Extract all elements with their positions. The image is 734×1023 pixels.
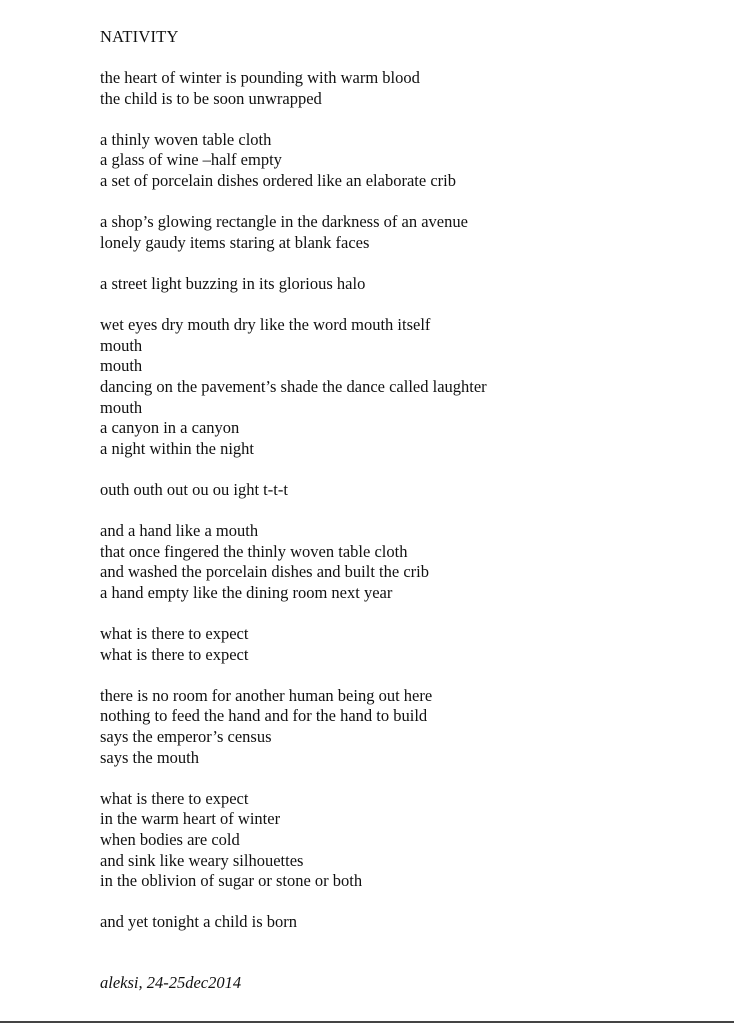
stanza-5 bbox=[100, 315, 720, 459]
author-signature: aleksi, 24-25dec2014 bbox=[100, 973, 242, 992]
poem-line: and a hand like a mouth bbox=[100, 521, 259, 541]
poem-line: a night within the night bbox=[100, 438, 254, 458]
poem-line: the heart of winter is pounding with warm blood bbox=[100, 68, 420, 87]
poem-line: when bodies are cold bbox=[100, 829, 240, 849]
poem-line: mouth bbox=[100, 356, 143, 376]
poem-line: a set of porcelain dishes ordered like an elaborate crib bbox=[100, 170, 456, 190]
poem-line: there is no room for another human being out here bbox=[100, 685, 433, 705]
poem-line: nothing to feed the hand and for the hand to build bbox=[100, 706, 428, 726]
poem-line: and yet tonight a child is born bbox=[100, 912, 298, 932]
stanza-6 bbox=[100, 480, 720, 501]
poem-line: that once fingered the thinly woven table cloth bbox=[100, 541, 408, 561]
poem-line: what is there to expect bbox=[100, 644, 249, 664]
poem-line: the child is to be soon unwrapped bbox=[100, 88, 322, 108]
poem-line: in the oblivion of sugar or stone or both bbox=[100, 871, 363, 891]
poem-line: wet eyes dry mouth dry like the word mouth itself bbox=[100, 315, 431, 335]
poem-line: a thinly woven table cloth bbox=[100, 129, 272, 149]
poem-body bbox=[100, 68, 720, 954]
poem-line: what is there to expect bbox=[100, 624, 249, 644]
poem-line: mouth bbox=[100, 335, 143, 355]
stanza-2 bbox=[100, 130, 720, 192]
poem-line: mouth bbox=[100, 397, 143, 417]
poem-line: a shop’s glowing rectangle in the darkness of an avenue bbox=[100, 212, 468, 232]
stanza-8 bbox=[100, 624, 720, 665]
poem-title: NATIVITY bbox=[100, 27, 179, 46]
poem-line: and sink like weary silhouettes bbox=[100, 850, 304, 870]
stanza-11 bbox=[100, 912, 720, 933]
stanza-10 bbox=[100, 789, 720, 892]
poem-line: and washed the porcelain dishes and built the crib bbox=[100, 562, 429, 582]
poem-line: outh outh out ou ou ight t-t-t bbox=[100, 479, 288, 499]
poem-line: a canyon in a canyon bbox=[100, 418, 240, 438]
poem-line: what is there to expect bbox=[100, 788, 249, 808]
poem-line: says the mouth bbox=[100, 747, 199, 767]
stanza-9 bbox=[100, 686, 720, 768]
stanza-4 bbox=[100, 274, 720, 295]
poem-line: a hand empty like the dining room next year bbox=[100, 582, 393, 602]
poem-line: a street light buzzing in its glorious halo bbox=[100, 273, 366, 293]
stanza-7 bbox=[100, 521, 720, 603]
poem-line: a glass of wine –half empty bbox=[100, 150, 282, 170]
poem-line: says the emperor’s census bbox=[100, 727, 272, 746]
poem-line: in the warm heart of winter bbox=[100, 809, 281, 829]
stanza-3 bbox=[100, 212, 720, 253]
stanza-1 bbox=[100, 68, 720, 109]
poem-line: lonely gaudy items staring at blank faces bbox=[100, 232, 370, 252]
poem-line: dancing on the pavement’s shade the dance called laughter bbox=[100, 376, 487, 396]
